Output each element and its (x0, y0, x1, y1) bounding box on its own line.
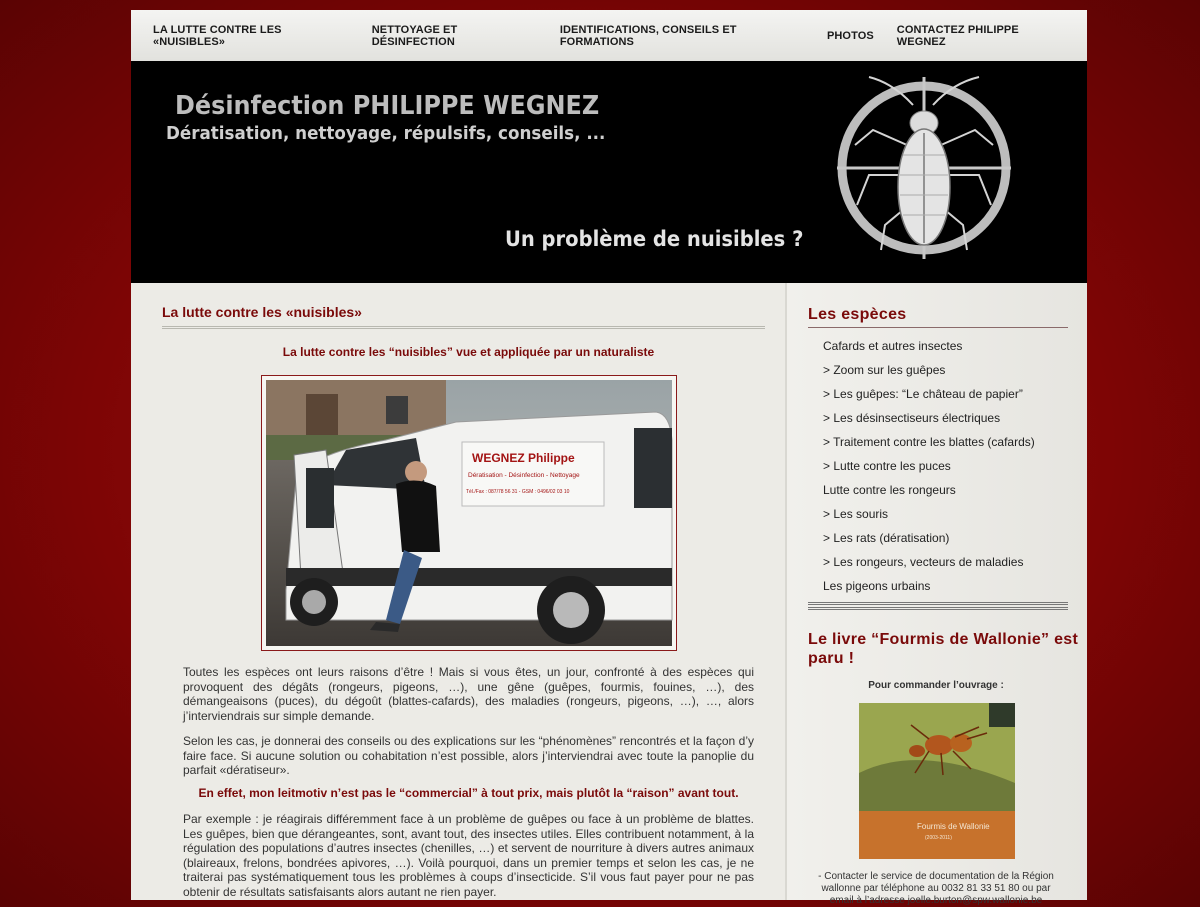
sidebar-item-souris[interactable]: > Les souris (823, 507, 889, 521)
van-photo (261, 375, 677, 651)
book-cover-image[interactable] (859, 703, 1015, 859)
nav-link-photos[interactable]: PHOTOS (826, 29, 874, 42)
banner-tagline: Un problème de nuisibles ? (505, 227, 804, 251)
header-banner (131, 61, 1087, 283)
van-services: Dératisation - Désinfection - Nettoyage (468, 472, 580, 479)
book-heading: Le livre “Fourmis de Wallonie” est paru ! (808, 631, 1079, 667)
book-cover-title: Fourmis de Wallonie (917, 822, 990, 831)
nav-link-identifications[interactable]: IDENTIFICATIONS, CONSEILS ET FORMATIONS (559, 23, 737, 48)
page-title: La lutte contre les «nuisibles» (162, 304, 765, 329)
intro-subheading: La lutte contre les “nuisibles” vue et appliquée par un naturaliste (282, 345, 655, 359)
main-column (162, 283, 765, 899)
species-list (823, 334, 1087, 598)
sidebar-item-desinsectiseurs[interactable]: > Les désinsectiseurs électriques (823, 411, 1001, 425)
sidebar-item-zoom-guepes[interactable]: > Zoom sur les guêpes (823, 363, 946, 377)
page (131, 10, 1087, 906)
sidebar-item-pigeons[interactable]: Les pigeons urbains (823, 579, 931, 593)
sidebar-item-puces[interactable]: > Lutte contre les puces (823, 459, 951, 473)
contact-info: - Contacter le service de documentation de la Région wallonne par téléphone au 0032 81 33 51 80 ou par email à l’adresse joelle.burton@spw.wallonie.be (818, 871, 1054, 906)
species-heading: Les espèces (808, 306, 1068, 328)
motto-text: En effet, mon leitmotiv n’est pas le “commercial” à tout prix, mais plutôt la “raison” avant tout. (198, 785, 739, 800)
nav-link-nuisibles[interactable]: LA LUTTE CONTRE LES «NUISIBLES» (153, 23, 282, 48)
sidebar-item-rongeurs[interactable]: Lutte contre les rongeurs (823, 483, 956, 497)
advice-paragraph: Selon les cas, je donnerai des conseils ou des explications sur les “phénomènes” rencontrés et la façon d’y faire face. Si aucune solution ou cohabitation n’est possible, alors j’interviendrai avec toute la panoplie du parfait «dératiseur». (183, 734, 754, 777)
sidebar-item-chateau-papier[interactable]: > Les guêpes: “Le château de papier” (823, 387, 1023, 401)
sidebar-item-vecteurs-maladies[interactable]: > Les rongeurs, vecteurs de maladies (823, 555, 1024, 569)
banner-subtitle: Dératisation, nettoyage, répulsifs, conseils, ... (166, 123, 606, 144)
sidebar-item-rats[interactable]: > Les rats (dératisation) (823, 531, 950, 545)
sidebar-item-cafards[interactable]: Cafards et autres insectes (823, 339, 963, 353)
order-label: Pour commander l’ouvrage : (868, 680, 1004, 691)
top-navigation (131, 10, 1087, 61)
sidebar-item-blattes[interactable]: > Traitement contre les blattes (cafards) (823, 435, 1035, 449)
banner-title: Désinfection PHILIPPE WEGNEZ (175, 91, 600, 121)
content-area (131, 283, 1087, 906)
van-phone: Tél./Fax : 087/78 56 31 - GSM : 0496/02 03 10 (466, 489, 570, 495)
nav-link-contact[interactable]: CONTACTEZ PHILIPPE WEGNEZ (896, 23, 1019, 48)
van-title: WEGNEZ Philippe (472, 451, 575, 465)
book-cover-years: (2003-2011) (925, 835, 952, 841)
nav-link-nettoyage[interactable]: NETTOYAGE ET DÉSINFECTION (371, 23, 458, 48)
example-paragraph: Par exemple : je réagirais différemment face à un problème de guêpes ou face à un problème de blattes. Les guêpes, bien que dérangeantes, sont, avant tout, des insectes utiles. Elles contribuent notamment, à la régulation des populations d’autres insectes (chenilles, …) et servent de nourriture à divers autres animaux (blaireaux, frelons, bondrées apivores, …). Voilà pourquoi, dans un premier temps et selon les cas, je ne traiterai pas systématiquement tous les problèmes à coups d’insecticide. S’il vous faut payer pour ne pas obtenir de résultats satisfaisants alors autant ne rien payer. (183, 812, 754, 899)
intro-paragraph: Toutes les espèces ont leurs raisons d’être ! Mais si vous êtes, un jour, confronté à des espèces qui provoquent des dégâts (rongeurs, pigeons, …), une gêne (guêpes, fourmis, fouines, …), des démangeaisons (puces), du dégoût (blattes-cafards), des maladies (rongeurs, pigeons, …), …, alors j’interviendrais sur simple demande. (183, 665, 754, 723)
sidebar (785, 283, 1087, 906)
sidebar-divider (808, 602, 1068, 610)
cockroach-crosshair-icon (833, 75, 1015, 266)
